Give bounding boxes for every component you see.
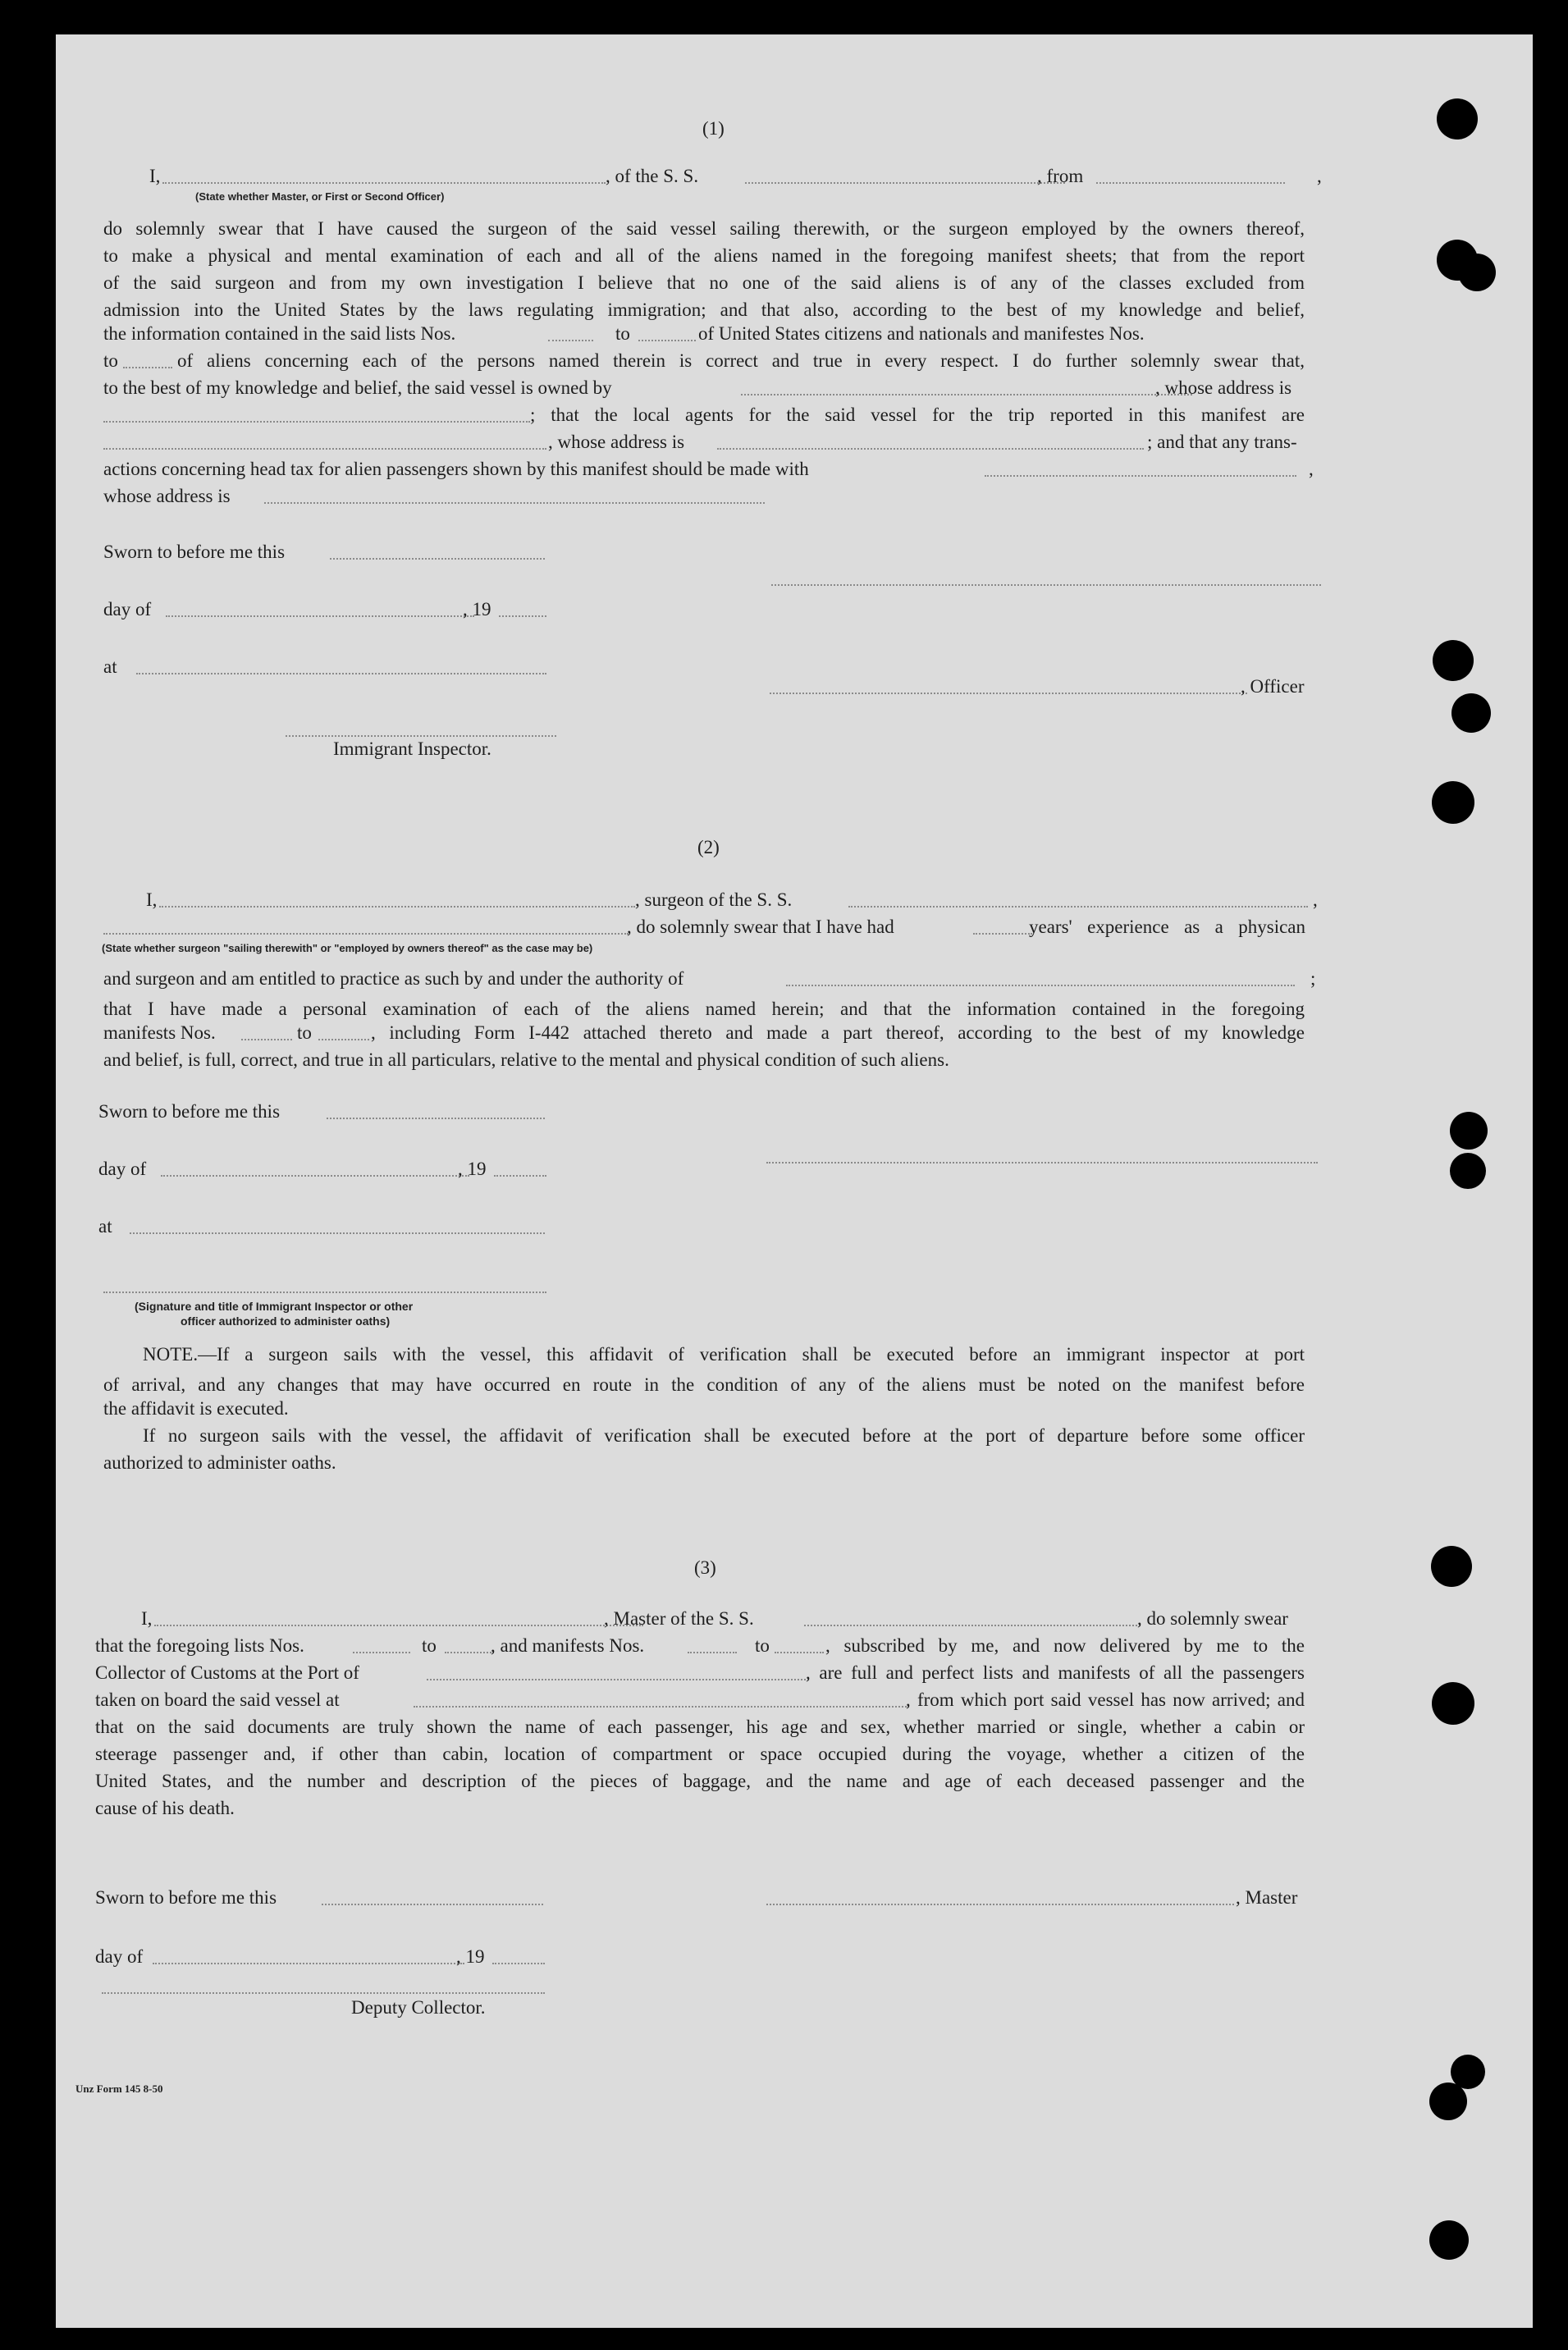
s2-manifests-from-field[interactable] [241, 1037, 292, 1040]
s3-master-name-field[interactable] [154, 1623, 643, 1626]
s1-para-line: admission into the United States by the laws regulating immigration; and that also, according to the best of my knowledge and belief, [103, 299, 1305, 320]
s2-manifests-label: manifests Nos. [103, 1022, 216, 1043]
s2-authority-semicolon: ; [1310, 968, 1316, 989]
section-1-number: (1) [702, 118, 725, 139]
s1-lists-from-field[interactable] [548, 338, 593, 341]
s2-years-label: , do solemnly swear that I have had [627, 917, 894, 937]
binder-hole [1450, 1112, 1488, 1150]
s3-vessel-field[interactable] [804, 1623, 1141, 1626]
s1-lists-to-field[interactable] [638, 338, 696, 341]
s1-year-field[interactable] [499, 614, 546, 617]
binder-hole [1432, 781, 1474, 824]
s3-master-label: , Master [1236, 1887, 1298, 1908]
s2-at-label: at [98, 1216, 112, 1237]
s3-master-signature-line[interactable] [766, 1902, 1234, 1905]
s3-year-label: , 19 [456, 1946, 485, 1967]
binder-hole [1451, 693, 1491, 733]
s2-authority-label: and surgeon and am entitled to practice as such by and under the authority of [103, 968, 684, 989]
s3-master-ss-label: , Master of the S. S. [604, 1608, 754, 1629]
s2-inspector-signature-line[interactable] [103, 1290, 546, 1293]
s1-para-line: of the said surgeon and from my own investigation I believe that no one of the said aliens is of any of the classes excluded from [103, 272, 1305, 293]
s1-headtax-comma: , [1309, 459, 1314, 479]
s1-transactions-label: ; and that any trans- [1147, 432, 1297, 452]
s1-agents-address-field[interactable] [717, 446, 1144, 450]
s1-year-label: , 19 [463, 599, 491, 620]
s1-headtax-label: actions concerning head tax for alien passengers shown by this manifest should be made with [103, 459, 809, 479]
s1-officer-note: (State whether Master, or First or Second Officer) [195, 190, 445, 203]
s2-note-line: the affidavit is executed. [103, 1398, 289, 1419]
binder-hole [1433, 640, 1474, 681]
s1-agents-line: ; that the local agents for the said vessel for the trip reported in this manifest are [530, 405, 1305, 425]
s2-sworn-field[interactable] [327, 1116, 545, 1119]
s3-para-line: United States, and the number and description of the pieces of baggage, and the name and age of each deceased passenger and the [95, 1771, 1305, 1791]
s1-dayof-label: day of [103, 599, 152, 620]
s2-note-line: of arrival, and any changes that may have occurred en route in the condition of any of the aliens must be noted on the manifest before [103, 1374, 1305, 1395]
s1-at-field[interactable] [136, 671, 546, 674]
s2-signature-note-2: officer authorized to administer oaths) [181, 1314, 391, 1328]
s1-from-field[interactable] [1096, 181, 1285, 184]
form-page [56, 34, 1533, 2328]
s2-capacity-field[interactable] [103, 931, 629, 935]
s1-lists-to: to [615, 323, 630, 344]
s2-signature-note-1: (Signature and title of Immigrant Inspector or other [135, 1300, 414, 1313]
s2-note-line: authorized to administer oaths. [103, 1452, 336, 1473]
s1-owner-field[interactable] [741, 392, 1192, 395]
s2-para-line: , including Form I-442 attached thereto and made a part thereof, according to the best of my knowledge [371, 1022, 1305, 1043]
s1-inspector-label: Immigrant Inspector. [333, 738, 491, 759]
s3-para-line: that on the said documents are truly shown the name of each passenger, his age and sex, whether married or single, whether a cabin or [95, 1717, 1305, 1737]
s3-boarded-at-field[interactable] [414, 1704, 909, 1708]
s2-at-field[interactable] [130, 1231, 545, 1234]
s1-vessel-field[interactable] [745, 181, 1065, 184]
s1-owned-label: to the best of my knowledge and belief, the said vessel is owned by [103, 377, 612, 398]
s2-dayof-field[interactable] [161, 1173, 469, 1177]
s3-swear-label: , do solemnly swear [1137, 1608, 1288, 1629]
s3-manifests-label: , and manifests Nos. [491, 1635, 645, 1656]
s2-para-line: that I have made a personal examination of each of the aliens named herein; and that the information contained in the foregoing [103, 999, 1305, 1019]
s2-sworn-label: Sworn to before me this [98, 1101, 281, 1122]
s3-para-line: , are full and perfect lists and manifests of all the passengers [806, 1662, 1305, 1683]
s1-owner-address-label: , whose address is [1155, 377, 1292, 398]
s2-years-field[interactable] [973, 931, 1032, 935]
s2-surgeon-name-field[interactable] [159, 904, 635, 908]
s2-year-field[interactable] [494, 1173, 546, 1177]
s3-line1-i: I, [141, 1608, 153, 1629]
binder-hole [1429, 2083, 1467, 2120]
s2-note-line: NOTE.—If a surgeon sails with the vessel, this affidavit of verification shall be executed before an immigrant inspector at port [143, 1344, 1305, 1365]
s2-manifests-to-field[interactable] [318, 1037, 369, 1040]
s1-whose-address-label: whose address is [103, 486, 231, 506]
s1-owner-address-field[interactable] [103, 419, 530, 423]
s3-lists-from-field[interactable] [353, 1650, 410, 1653]
s2-note-line: If no surgeon sails with the vessel, the affidavit of verification shall be executed before at the port of departure before some officer [143, 1425, 1305, 1446]
s3-para-line: steerage passenger and, if other than cabin, location of compartment or space occupied during the voyage, whether a citizen of the [95, 1744, 1305, 1764]
s3-para-line: , from which port said vessel has now arrived; and [906, 1689, 1305, 1710]
s1-para-line: do solemnly swear that I have caused the surgeon of the said vessel sailing therewith, or the surgeon employed by the owners thereof, [103, 218, 1305, 239]
s1-manifests-to-field[interactable] [123, 365, 172, 368]
s1-lists-label: the information contained in the said lists Nos. [103, 323, 456, 344]
binder-hole [1431, 1546, 1472, 1587]
s1-sworn-field[interactable] [330, 556, 545, 560]
s3-para-line: cause of his death. [95, 1798, 235, 1818]
s3-lists-to: to [422, 1635, 437, 1656]
s1-at-label: at [103, 656, 117, 677]
s3-dayof-label: day of [95, 1946, 144, 1967]
s3-lists-to-field[interactable] [445, 1650, 494, 1653]
s1-inspector-line[interactable] [286, 734, 556, 737]
s1-signature-line[interactable] [771, 583, 1321, 586]
binder-hole [1432, 1682, 1474, 1725]
s2-capacity-note: (State whether surgeon "sailing therewith" or "employed by owners thereof" as the case may be) [102, 942, 593, 954]
s1-to-label: to [103, 350, 118, 371]
s1-line1-i: I, [149, 166, 161, 186]
binder-hole [1458, 254, 1496, 291]
s2-line1-i: I, [146, 889, 158, 910]
s3-deputy-label: Deputy Collector. [351, 1997, 486, 2018]
section-3-number: (3) [694, 1557, 716, 1578]
s2-line1-comma: , [1313, 889, 1318, 910]
s3-dayof-field[interactable] [153, 1961, 464, 1964]
s2-manifests-to: to [297, 1022, 312, 1043]
s1-para-line: to make a physical and mental examination of each and all of the aliens named in the foregoing manifest sheets; that from the report [103, 245, 1305, 266]
section-2-number: (2) [697, 837, 720, 857]
s3-para-line: , subscribed by me, and now delivered by me to the [825, 1635, 1305, 1656]
s2-signature-line[interactable] [766, 1160, 1318, 1164]
s3-manifests-to: to [755, 1635, 770, 1656]
s1-line1-comma: , [1317, 166, 1322, 186]
s1-line1-from: , from [1037, 166, 1084, 186]
s1-agents-field[interactable] [103, 446, 546, 450]
s1-dayof-field[interactable] [166, 614, 474, 617]
s3-port-label: Collector of Customs at the Port of [95, 1662, 359, 1683]
s1-line1-ss: , of the S. S. [606, 166, 699, 186]
s2-authority-field[interactable] [786, 983, 1295, 986]
s3-manifests-to-field[interactable] [775, 1650, 824, 1653]
s2-year-label: , 19 [458, 1159, 487, 1179]
s2-para-line: and belief, is full, correct, and true in all particulars, relative to the mental and physical condition of such aliens. [103, 1049, 949, 1070]
s3-port-field[interactable] [427, 1677, 809, 1680]
s3-year-field[interactable] [492, 1961, 545, 1964]
s1-agents-address-label: , whose address is [548, 432, 685, 452]
s3-sworn-field[interactable] [322, 1902, 543, 1905]
s2-vessel-field[interactable] [848, 904, 1308, 908]
form-number: Unz Form 145 8-50 [75, 2083, 163, 2095]
s3-manifests-from-field[interactable] [688, 1650, 737, 1653]
binder-hole [1437, 98, 1478, 139]
s1-para-line: of aliens concerning each of the persons named therein is correct and true in every respect. I do further solemnly swear that, [177, 350, 1305, 371]
s1-officer-line[interactable] [770, 691, 1247, 694]
s3-lists-label: that the foregoing lists Nos. [95, 1635, 304, 1656]
s3-collector-line[interactable] [102, 1991, 545, 1994]
s1-whose-address-field[interactable] [264, 501, 765, 504]
s2-surgeon-ss-label: , surgeon of the S. S. [635, 889, 793, 910]
s1-officer-name-field[interactable] [162, 181, 606, 184]
s1-officer-label: , Officer [1241, 676, 1305, 697]
s1-sworn-label: Sworn to before me this [103, 542, 286, 562]
s3-boarded-at-label: taken on board the said vessel at [95, 1689, 340, 1710]
s1-headtax-field[interactable] [985, 473, 1296, 477]
s3-sworn-label: Sworn to before me this [95, 1887, 277, 1908]
s2-physican-label: years' experience as a physican [1029, 917, 1305, 937]
s2-dayof-label: day of [98, 1159, 147, 1179]
s1-manifests-label: of United States citizens and nationals and manifestes Nos. [698, 323, 1145, 344]
binder-hole [1450, 1153, 1486, 1189]
binder-hole [1429, 2220, 1469, 2260]
